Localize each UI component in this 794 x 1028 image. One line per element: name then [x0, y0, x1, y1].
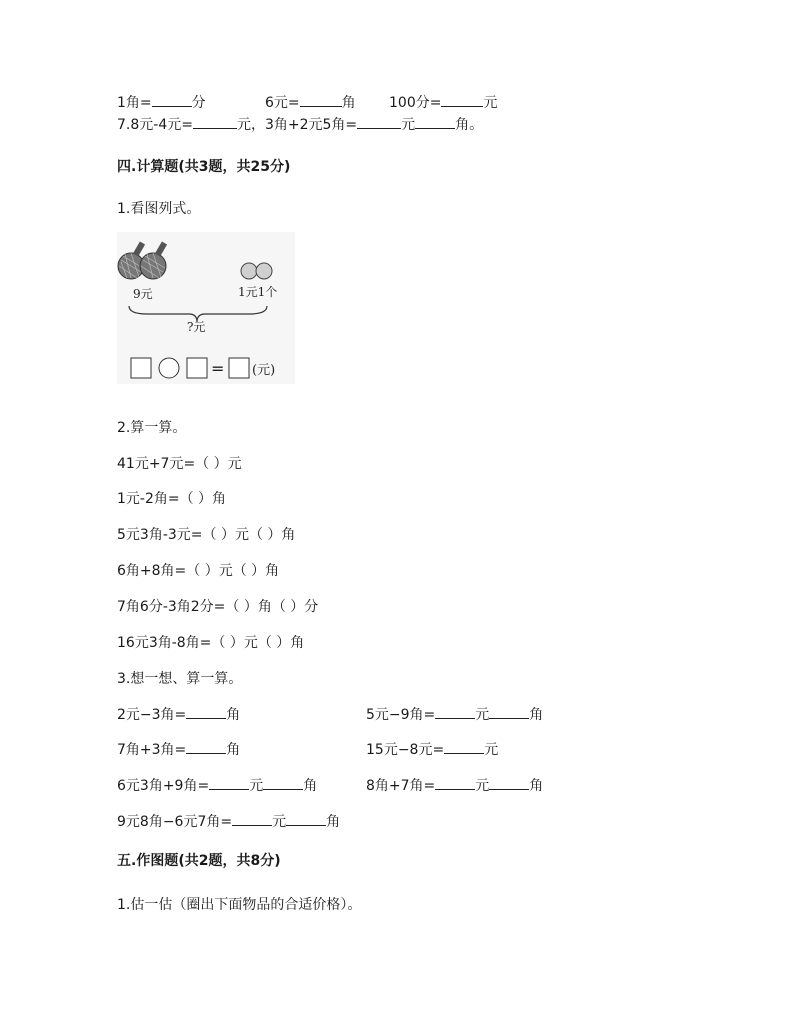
operator-circle[interactable]	[159, 358, 179, 378]
answer-blank[interactable]	[300, 94, 342, 107]
unit-text: 角	[303, 778, 318, 794]
unit-label: (元)	[252, 363, 276, 378]
question-text: 2元−3角=	[117, 707, 187, 723]
calc-item: 6角+8角=（ ）元（ ）角	[117, 563, 280, 579]
unit-text: 角	[529, 707, 544, 723]
calc-item: 5元3角-3元=（ ）元（ ）角	[117, 527, 296, 543]
question-text: 6元=	[265, 95, 300, 111]
unit-text: 角	[341, 95, 356, 111]
calc-item: 16元3角-8角=（ ）元（ ）角	[117, 635, 305, 651]
question-text: 6元3角+9角=	[117, 778, 210, 794]
answer-blank[interactable]	[435, 706, 475, 719]
answer-box[interactable]	[131, 358, 151, 378]
calc-item	[117, 706, 240, 724]
fill-line-4	[117, 116, 483, 134]
unit-text: 元，3角+2元5角=	[236, 117, 358, 133]
answer-blank[interactable]	[263, 777, 303, 790]
calc-item	[366, 777, 543, 795]
answer-blank[interactable]	[193, 116, 237, 129]
answer-blank[interactable]	[357, 116, 401, 129]
fill-line-3	[389, 94, 497, 112]
unit-text: 分	[191, 95, 206, 111]
answer-blank[interactable]	[415, 116, 455, 129]
question-title: 3.想一想、算一算。	[117, 671, 243, 687]
question-text: 8角+7角=	[366, 778, 436, 794]
unit-text: 元	[475, 707, 490, 723]
section-title: 五.作图题(共2题，共8分)	[117, 853, 281, 869]
calc-item	[366, 706, 543, 724]
ball-icon	[241, 263, 257, 279]
calc-item	[117, 741, 240, 759]
question-text: 9元8角−6元7角=	[117, 814, 233, 830]
unit-text: 元	[401, 117, 416, 133]
answer-blank[interactable]	[209, 777, 249, 790]
question-text: 7角+3角=	[117, 742, 187, 758]
answer-blank[interactable]	[286, 813, 326, 826]
question-text: 15元−8元=	[366, 742, 445, 758]
answer-blank[interactable]	[441, 94, 483, 107]
calc-item	[117, 777, 317, 795]
answer-blank[interactable]	[232, 813, 272, 826]
answer-blank[interactable]	[489, 777, 529, 790]
answer-blank[interactable]	[186, 706, 226, 719]
calc-item: 41元+7元=（ ）元	[117, 456, 242, 472]
unit-text: 角	[226, 707, 241, 723]
unit-text: 角	[529, 778, 544, 794]
answer-blank[interactable]	[186, 741, 226, 754]
equals-sign: =	[211, 359, 225, 378]
answer-box[interactable]	[229, 358, 249, 378]
unit-text: 元	[483, 95, 498, 111]
paddle-icon	[140, 241, 167, 279]
answer-blank[interactable]	[489, 706, 529, 719]
calc-item: 1元-2角=（ ）角	[117, 491, 227, 507]
answer-blank[interactable]	[444, 741, 484, 754]
calc-item	[117, 813, 340, 831]
question-text: 1角=	[117, 95, 152, 111]
answer-blank[interactable]	[435, 777, 475, 790]
answer-blank[interactable]	[152, 94, 192, 107]
fill-line-2	[265, 94, 356, 112]
calc-item: 7角6分-3角2分=（ ）角（ ）分	[117, 599, 319, 615]
answer-box[interactable]	[187, 358, 207, 378]
ball-icon	[256, 263, 272, 279]
question-title: 2.算一算。	[117, 420, 187, 436]
question-title: 1.看图列式。	[117, 201, 201, 217]
picture-problem-figure	[117, 232, 295, 384]
question-text: 100分=	[389, 95, 442, 111]
fill-line-1	[117, 94, 206, 112]
left-price-label: 9元	[133, 287, 153, 301]
calc-item	[366, 741, 498, 759]
right-price-label: 1元1个	[238, 285, 278, 299]
question-text: 7.8元-4元=	[117, 117, 193, 133]
unit-text: 角。	[455, 117, 484, 133]
unit-text: 元	[272, 814, 287, 830]
unit-text: 元	[484, 742, 499, 758]
unit-text: 角	[326, 814, 341, 830]
unit-text: 元	[249, 778, 264, 794]
question-text: 5元−9角=	[366, 707, 436, 723]
total-label: ?元	[187, 320, 206, 334]
section-title: 四.计算题(共3题，共25分)	[117, 159, 291, 175]
unit-text: 角	[226, 742, 241, 758]
unit-text: 元	[475, 778, 490, 794]
question-title: 1.估一估（圈出下面物品的合适价格）。	[117, 897, 362, 913]
